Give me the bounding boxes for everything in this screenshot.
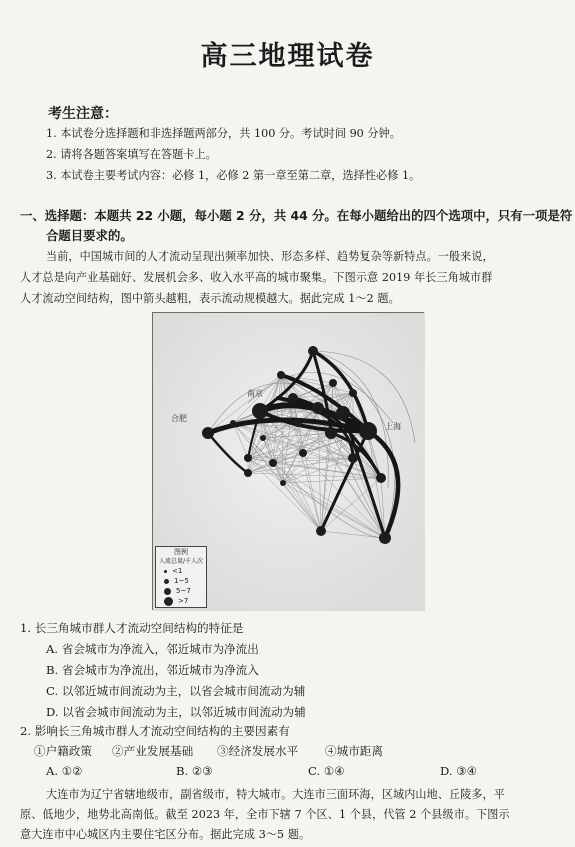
city-node: [288, 393, 298, 403]
question-2-factor: ④城市距离: [325, 744, 383, 758]
passage-line: 意大连市中心城区内主要住宅区分布。据此完成 3～5 题。: [20, 828, 311, 841]
city-node: [348, 453, 358, 463]
city-node: [280, 480, 286, 486]
legend-label: >7: [178, 596, 189, 605]
legend-row: [158, 576, 204, 586]
passage-line: 原、低地少，地势北高南低。截至 2023 年，全市下辖 7 个区、1 个县，代管 2 个县级市。下图示: [20, 808, 510, 821]
notice-item: 1. 本试卷分选择题和非选择题两部分，共 100 分。考试时间 90 分钟。: [46, 127, 401, 140]
legend-row: [158, 566, 204, 576]
city-node: [277, 371, 285, 379]
city-node: [294, 419, 302, 427]
city-node: [244, 454, 252, 462]
city-node: [376, 473, 386, 483]
question-2-factor: ①户籍政策: [34, 744, 92, 758]
legend-title: 图例: [174, 548, 188, 556]
city-label-nanjing: 南京: [247, 389, 263, 398]
city-node: [202, 427, 214, 439]
legend-subtitle: 人流总量/千人次: [158, 558, 204, 565]
legend-row: [158, 586, 204, 596]
question-2-factor: ②产业发展基础: [112, 744, 194, 758]
figure-legend: [155, 546, 207, 608]
talent-flow-network-figure: [152, 312, 424, 610]
passage-line: 大连市为辽宁省辖地级市，副省级市，特大城市。大连市三面环海，区域内山地、丘陵多，平: [46, 788, 505, 801]
city-node: [359, 422, 377, 440]
city-node: [230, 420, 236, 426]
question-2-option-a[interactable]: A. ①②: [46, 764, 83, 778]
intro-line: 人才总是向产业基础好、发展机会多、收入水平高的城市聚集。下图示意 2019 年长三角城市群: [20, 271, 493, 284]
city-node: [329, 379, 337, 387]
question-2-factor: ③经济发展水平: [217, 744, 299, 758]
legend-label: 5~7: [176, 586, 191, 595]
question-1-option-d[interactable]: D. 以省会城市间流动为主，以邻近城市间流动为辅: [46, 705, 306, 719]
question-1-stem: 1. 长三角城市群人才流动空间结构的特征是: [20, 621, 244, 635]
question-1-option-a[interactable]: A. 省会城市为净流入，邻近城市为净流出: [46, 642, 259, 656]
legend-label: 1~5: [174, 576, 189, 585]
intro-line: 当前，中国城市间的人才流动呈现出频率加快、形态多样、趋势复杂等新特点。一般来说，: [46, 250, 494, 263]
city-label-hefei: 合肥: [171, 414, 187, 423]
legend-label: <1: [172, 566, 183, 575]
notice-item: 2. 请将各题答案填写在答题卡上。: [46, 148, 217, 161]
city-node: [308, 346, 318, 356]
exam-title: 高三地理试卷: [200, 41, 375, 72]
question-2-option-b[interactable]: B. ②③: [176, 764, 213, 778]
legend-row: [158, 596, 204, 606]
city-node: [299, 449, 307, 457]
legend-dot-icon: [164, 570, 167, 573]
city-node: [312, 402, 324, 414]
city-label-shanghai: 上海: [385, 422, 401, 431]
section-heading-cont: 合题目要求的。: [46, 228, 133, 243]
city-node: [260, 435, 266, 441]
legend-dot-icon: [164, 588, 171, 595]
city-node: [379, 532, 391, 544]
section-heading: 一、选择题：本题共 22 小题，每小题 2 分，共 44 分。在每小题给出的四个选项中，只有一项是符: [20, 208, 573, 223]
city-node: [325, 427, 337, 439]
legend-dot-icon: [164, 579, 169, 584]
notice-heading: 考生注意：: [48, 106, 118, 122]
city-node: [252, 403, 268, 419]
city-node: [316, 526, 326, 536]
notice-item: 3. 本试卷主要考试内容：必修 1，必修 2 第一章至第二章，选择性必修 1。: [46, 169, 421, 182]
question-1-option-c[interactable]: C. 以邻近城市间流动为主，以省会城市间流动为辅: [46, 684, 306, 698]
question-2-option-c[interactable]: C. ①④: [308, 764, 345, 778]
city-node: [269, 459, 277, 467]
legend-dot-icon: [164, 597, 173, 606]
question-2-stem: 2. 影响长三角城市群人才流动空间结构的主要因素有: [20, 724, 290, 738]
question-2-option-d[interactable]: D. ③④: [440, 764, 478, 778]
intro-line: 人才流动空间结构，图中箭头越粗，表示流动规模越大。据此完成 1～2 题。: [20, 292, 400, 305]
city-node: [336, 406, 350, 420]
city-node: [244, 469, 252, 477]
question-1-option-b[interactable]: B. 省会城市为净流出，邻近城市为净流入: [46, 663, 259, 677]
city-node: [349, 389, 357, 397]
